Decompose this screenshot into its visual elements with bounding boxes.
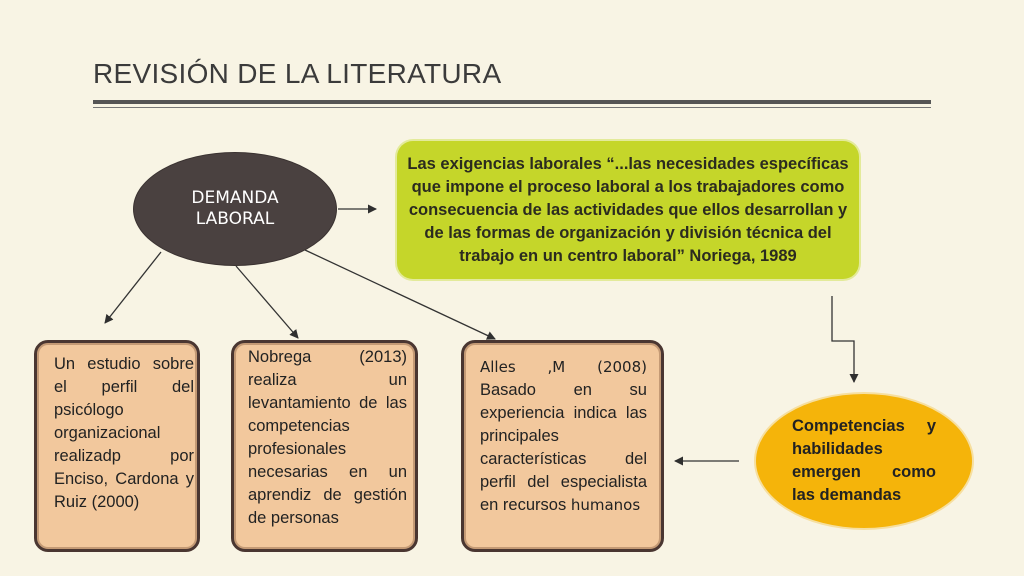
study-card-alles	[461, 340, 664, 552]
demanda-laboral-label: DEMANDA LABORAL	[191, 188, 279, 229]
card-3-tail: humanos	[570, 496, 641, 514]
study-card-enciso	[34, 340, 200, 552]
competencias-node	[754, 392, 974, 530]
slide-title: REVISIÓN DE LA LITERATURA	[93, 58, 502, 89]
study-card-nobrega	[231, 340, 418, 552]
card-2-text: Nobrega (2013) realiza un levantamiento de las competencias profesionales necesarias en un aprendiz de gestión de personas	[248, 348, 407, 527]
card-1-text: Un estudio sobre el perfil del psicólogo organizacional realizadp por Enciso, Cardona y Ruiz (2000)	[54, 355, 194, 511]
definition-text: Las exigencias laborales “...las necesidades específicas que impone el proceso laboral a los trabajadores como consecuencia de las actividades que ellos desarrollan y de las formas de organización y división técnica del trabajo en un centro laboral” Noriega, 1989	[407, 154, 849, 265]
card-3-text: Basado en su experiencia indica las principales características del perfil del especialista en recursos	[480, 381, 647, 514]
competencias-text: Competencias y habilidades emergen como las demandas	[792, 417, 936, 504]
arrow-to-card-2	[236, 266, 298, 338]
card-3-lead: Alles ,M (2008)	[480, 358, 647, 376]
definition-box	[397, 141, 859, 279]
demanda-laboral-node	[134, 153, 336, 265]
arrow-to-result	[832, 296, 854, 382]
arrow-to-card-1	[105, 252, 161, 323]
